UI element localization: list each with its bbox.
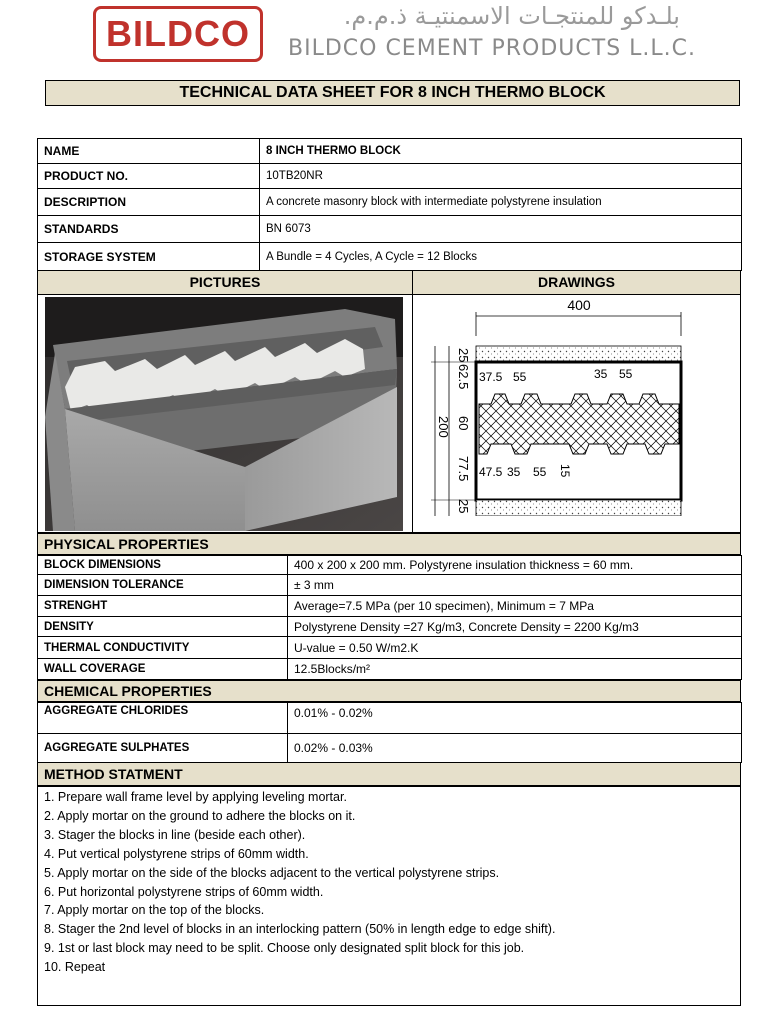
table-row bbox=[38, 164, 742, 189]
drawing-dim-label: 55 bbox=[619, 367, 633, 381]
drawing-height-label: 25 bbox=[456, 348, 471, 363]
drawing-width-label: 400 bbox=[567, 297, 591, 313]
list-item: 2. Apply mortar on the ground to adhere the blocks on it. bbox=[44, 808, 356, 823]
table-row bbox=[38, 659, 742, 680]
strength-value: Average=7.5 MPa (per 10 specimen), Minimum = 7 MPa bbox=[288, 596, 742, 617]
drawing-dim-label: 35 bbox=[594, 367, 608, 381]
thermal-conductivity-label: THERMAL CONDUCTIVITY bbox=[38, 637, 288, 659]
drawing-height-label: 77.5 bbox=[456, 456, 471, 482]
density-label: DENSITY bbox=[38, 617, 288, 637]
list-item: 6. Put horizontal polystyrene strips of 60mm width. bbox=[44, 884, 324, 899]
table-row bbox=[38, 139, 742, 164]
block-dimensions-value: 400 x 200 x 200 mm. Polystyrene insulation thickness = 60 mm. bbox=[288, 556, 742, 575]
company-name: BILDCO CEMENT PRODUCTS L.L.C. bbox=[288, 36, 697, 61]
block-drawing bbox=[421, 296, 683, 516]
aggregate-sulphates-value: 0.02% - 0.03% bbox=[288, 734, 742, 763]
table-row bbox=[38, 596, 742, 617]
table-row bbox=[38, 189, 742, 216]
drawing-dim-label: 47.5 bbox=[479, 465, 503, 479]
description-label: DESCRIPTION bbox=[38, 189, 260, 216]
chemical-properties-table bbox=[37, 702, 742, 763]
panel-divider bbox=[412, 271, 413, 533]
drawing-dim-label: 15 bbox=[558, 464, 572, 478]
method-statement-heading: METHOD STATMENT bbox=[37, 762, 741, 786]
media-panel bbox=[37, 270, 741, 533]
list-item: 1. Prepare wall frame level by applying leveling mortar. bbox=[44, 790, 347, 804]
table-row bbox=[38, 637, 742, 659]
table-row bbox=[38, 734, 742, 763]
block-dimensions-label: BLOCK DIMENSIONS bbox=[38, 556, 288, 575]
table-row bbox=[38, 216, 742, 243]
list-item: 8. Stager the 2nd level of blocks in an interlocking pattern (50% in length edge to edge shift). bbox=[44, 922, 556, 937]
dimension-tolerance-label: DIMENSION TOLERANCE bbox=[38, 575, 288, 596]
pictures-heading: PICTURES bbox=[38, 271, 412, 295]
list-item: 5. Apply mortar on the side of the blocks adjacent to the vertical polystyrene strips. bbox=[44, 865, 500, 880]
strength-label: STRENGHT bbox=[38, 596, 288, 617]
storage-system-value: A Bundle = 4 Cycles, A Cycle = 12 Blocks bbox=[260, 243, 742, 271]
product-no-label: PRODUCT NO. bbox=[38, 164, 260, 189]
product-name-value: 8 INCH THERMO BLOCK bbox=[260, 139, 742, 164]
dimension-tolerance-value: ± 3 mm bbox=[288, 575, 742, 596]
list-item: 9. 1st or last block may need to be split. Choose only designated split block for this job. bbox=[44, 941, 525, 956]
wall-coverage-value: 12.5Blocks/m² bbox=[288, 659, 742, 680]
drawing-height-label: 60 bbox=[456, 416, 471, 431]
drawing-dim-label: 55 bbox=[533, 465, 547, 479]
letterhead bbox=[0, 0, 768, 75]
standards-value: BN 6073 bbox=[260, 216, 742, 243]
physical-properties-heading: PHYSICAL PROPERTIES bbox=[37, 533, 741, 555]
wall-coverage-label: WALL COVERAGE bbox=[38, 659, 288, 680]
table-row bbox=[38, 575, 742, 596]
document-title: TECHNICAL DATA SHEET FOR 8 INCH THERMO BLOCK bbox=[45, 80, 740, 106]
chemical-properties-heading: CHEMICAL PROPERTIES bbox=[37, 680, 741, 702]
storage-system-label: STORAGE SYSTEM bbox=[38, 243, 260, 271]
drawing-dim-label: 35 bbox=[507, 465, 521, 479]
company-logo bbox=[93, 6, 263, 62]
list-item: 4. Put vertical polystyrene strips of 60mm width. bbox=[44, 846, 309, 861]
thermal-conductivity-value: U-value = 0.50 W/m2.K bbox=[288, 637, 742, 659]
standards-label: STANDARDS bbox=[38, 216, 260, 243]
drawing-dim-label: 37.5 bbox=[479, 370, 503, 384]
product-info-table bbox=[37, 138, 742, 271]
table-row bbox=[38, 556, 742, 575]
logo-text: BILDCO bbox=[106, 13, 250, 54]
table-row bbox=[38, 243, 742, 271]
block-photo bbox=[45, 297, 403, 531]
physical-properties-table bbox=[37, 555, 742, 680]
drawing-dim-label: 55 bbox=[513, 370, 527, 384]
aggregate-chlorides-value: 0.01% - 0.02% bbox=[288, 703, 742, 734]
drawing-total-height-label: 200 bbox=[436, 416, 451, 438]
table-row bbox=[38, 617, 742, 637]
density-value: Polystyrene Density =27 Kg/m3, Concrete Density = 2200 Kg/m3 bbox=[288, 617, 742, 637]
aggregate-chlorides-label: AGGREGATE CHLORIDES bbox=[38, 703, 288, 734]
drawing-height-label: 62.5 bbox=[456, 364, 471, 390]
product-no-value: 10TB20NR bbox=[260, 164, 742, 189]
aggregate-sulphates-label: AGGREGATE SULPHATES bbox=[38, 734, 288, 763]
method-statement-list bbox=[37, 786, 741, 1006]
table-row bbox=[38, 703, 742, 734]
list-item: 10. Repeat bbox=[44, 960, 106, 975]
company-name-arabic: بلـدكو للمنتجـات الاسمنتيـة ذ.م.م. bbox=[343, 2, 680, 30]
drawings-heading: DRAWINGS bbox=[413, 271, 740, 295]
description-value: A concrete masonry block with intermediate polystyrene insulation bbox=[260, 189, 742, 216]
list-item: 7. Apply mortar on the top of the blocks. bbox=[44, 903, 265, 918]
product-name-label: NAME bbox=[38, 139, 260, 164]
drawing-height-label: 25 bbox=[456, 499, 471, 514]
list-item: 3. Stager the blocks in line (beside each other). bbox=[44, 827, 306, 842]
